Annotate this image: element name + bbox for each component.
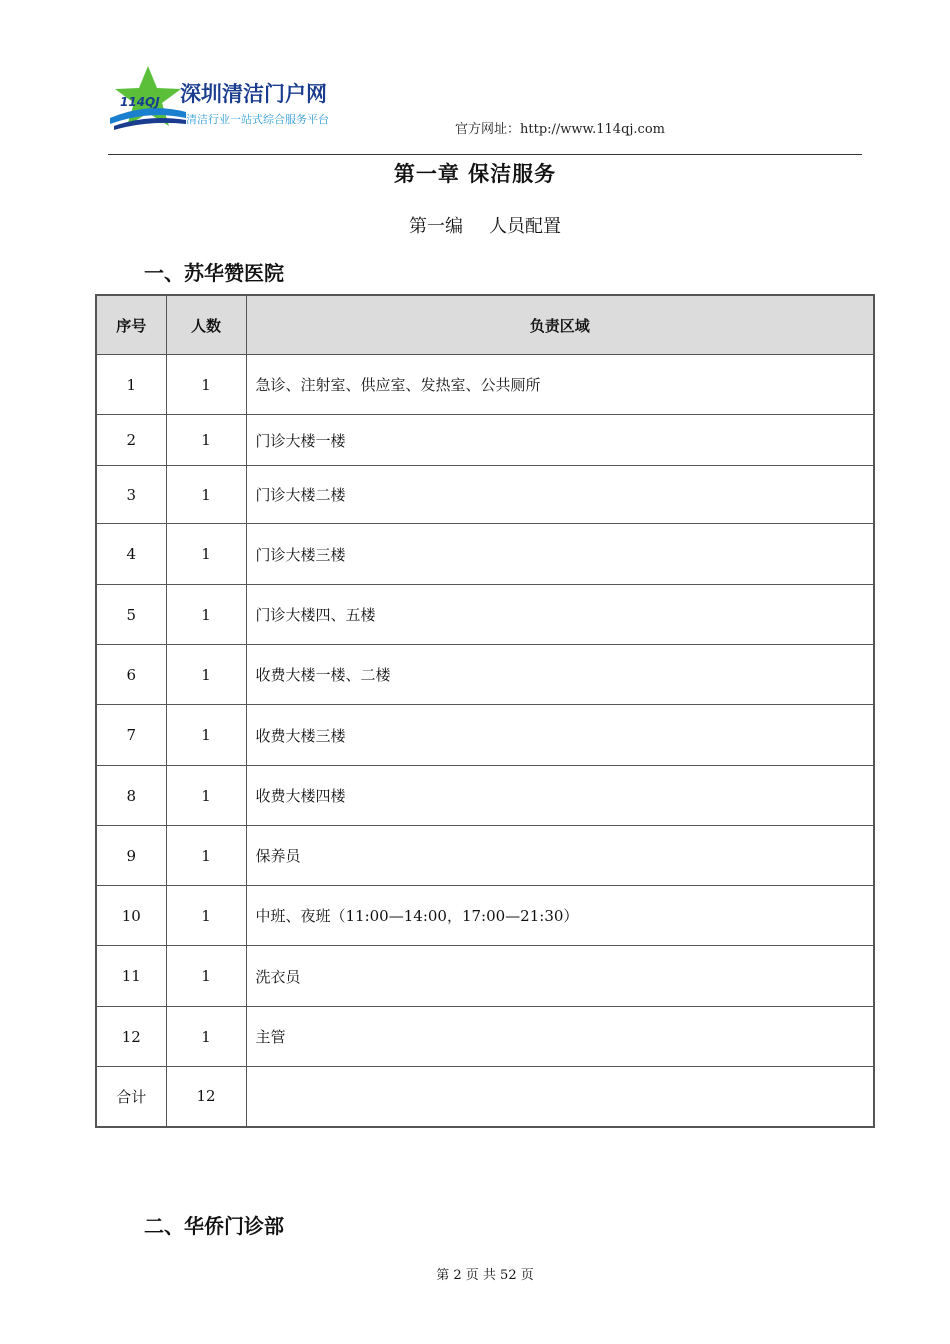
- cell-area: [246, 1067, 874, 1127]
- cell-headcount: 1: [166, 705, 246, 766]
- cell-headcount: 1: [166, 585, 246, 645]
- official-website-label: 官方网址：http://www.114qj.com: [455, 122, 665, 137]
- header-divider: [108, 154, 862, 155]
- cell-area: 急诊、注射室、供应室、发热室、公共厕所: [246, 355, 874, 415]
- table-total-row: [96, 1067, 874, 1127]
- cell-total-value: 12: [166, 1067, 246, 1127]
- table-row: [96, 355, 874, 415]
- table-row: [96, 826, 874, 886]
- site-logo: [108, 62, 358, 132]
- cell-area: 收费大楼四楼: [246, 766, 874, 826]
- header-serial: 序号: [96, 295, 166, 355]
- cell-area: 门诊大楼三楼: [246, 524, 874, 585]
- cell-headcount: 1: [166, 826, 246, 886]
- cell-serial: 4: [96, 524, 166, 585]
- logo-tagline-text: 清洁行业一站式综合服务平台: [186, 113, 329, 126]
- table-row: [96, 415, 874, 466]
- cell-total-label: 合计: [96, 1067, 166, 1127]
- table-row: [96, 466, 874, 524]
- cell-headcount: 1: [166, 524, 246, 585]
- cell-serial: 1: [96, 355, 166, 415]
- table-row: [96, 1007, 874, 1067]
- page-footer: 第 2 页 共 52 页: [436, 1268, 534, 1283]
- cell-serial: 12: [96, 1007, 166, 1067]
- cell-area: 门诊大楼一楼: [246, 415, 874, 466]
- section-title-1: 一、苏华赞医院: [144, 261, 284, 285]
- cell-serial: 6: [96, 645, 166, 705]
- cell-area: 中班、夜班（11:00—14:00，17:00—21:30）: [246, 886, 874, 946]
- cell-serial: 9: [96, 826, 166, 886]
- part-label: 第一编: [409, 216, 463, 237]
- cell-area: 主管: [246, 1007, 874, 1067]
- cell-headcount: 1: [166, 466, 246, 524]
- cell-serial: 8: [96, 766, 166, 826]
- cell-headcount: 1: [166, 886, 246, 946]
- cell-serial: 10: [96, 886, 166, 946]
- table-row: [96, 645, 874, 705]
- table-row: [96, 946, 874, 1007]
- part-title: 人员配置: [489, 216, 561, 237]
- cell-serial: 5: [96, 585, 166, 645]
- cell-headcount: 1: [166, 645, 246, 705]
- cell-area: 收费大楼一楼、二楼: [246, 645, 874, 705]
- cell-headcount: 1: [166, 355, 246, 415]
- chapter-title: 第一章 保洁服务: [393, 161, 557, 186]
- part-heading: [0, 212, 950, 238]
- cell-serial: 3: [96, 466, 166, 524]
- staffing-table: [95, 294, 875, 1128]
- cell-serial: 11: [96, 946, 166, 1007]
- logo-badge-text: 114QJ: [120, 95, 160, 109]
- table-row: [96, 705, 874, 766]
- star-logo-icon: [108, 62, 188, 132]
- table-row: [96, 886, 874, 946]
- cell-headcount: 1: [166, 1007, 246, 1067]
- cell-headcount: 1: [166, 946, 246, 1007]
- cell-headcount: 1: [166, 766, 246, 826]
- table-row: [96, 524, 874, 585]
- cell-headcount: 1: [166, 415, 246, 466]
- logo-brand-text: 深圳清洁门户网: [180, 82, 327, 106]
- cell-area: 门诊大楼四、五楼: [246, 585, 874, 645]
- table-row: [96, 585, 874, 645]
- cell-serial: 2: [96, 415, 166, 466]
- section-title-2: 二、华侨门诊部: [144, 1214, 284, 1238]
- header-area: 负责区域: [246, 295, 874, 355]
- cell-area: 收费大楼三楼: [246, 705, 874, 766]
- cell-area: 门诊大楼二楼: [246, 466, 874, 524]
- cell-area: 保养员: [246, 826, 874, 886]
- cell-area: 洗衣员: [246, 946, 874, 1007]
- cell-serial: 7: [96, 705, 166, 766]
- table-row: [96, 766, 874, 826]
- table-header-row: [96, 295, 874, 355]
- header-headcount: 人数: [166, 295, 246, 355]
